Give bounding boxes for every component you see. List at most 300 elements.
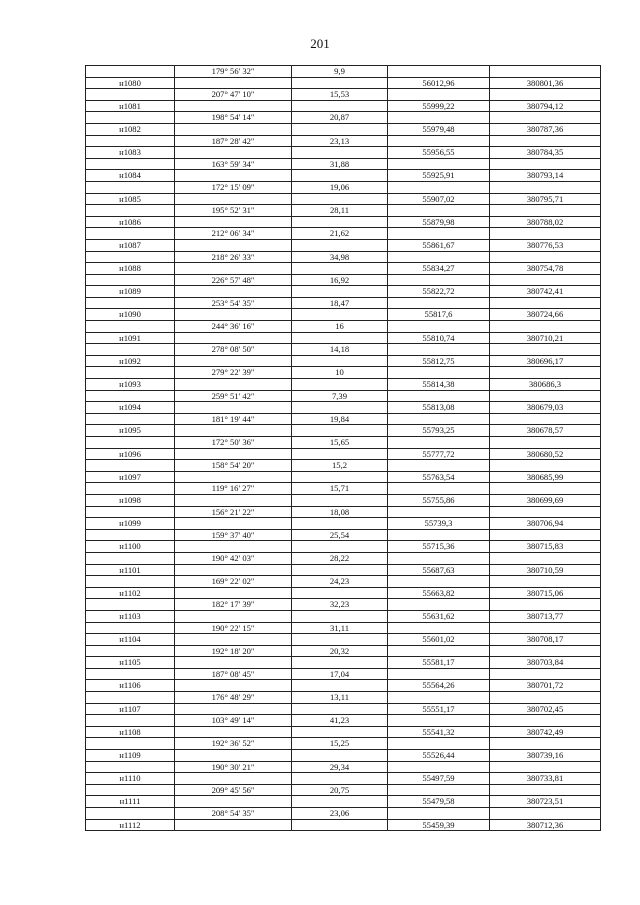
angle-cell: 209° 45' 56"	[175, 784, 292, 796]
y-coordinate-cell: 380703,84	[490, 657, 601, 669]
x-coordinate-cell	[388, 808, 490, 820]
coordinates-table	[85, 65, 601, 831]
y-coordinate-cell: 380679,03	[490, 402, 601, 414]
point-cell: н1091	[86, 332, 175, 344]
x-coordinate-cell: 55739,3	[388, 518, 490, 530]
table-row	[86, 541, 601, 553]
table-row	[86, 692, 601, 704]
distance-cell	[292, 819, 388, 831]
x-coordinate-cell	[388, 274, 490, 286]
table-row	[86, 297, 601, 309]
y-coordinate-cell: 380706,94	[490, 518, 601, 530]
distance-cell	[292, 448, 388, 460]
point-cell: н1097	[86, 471, 175, 483]
y-coordinate-cell	[490, 112, 601, 124]
table-row	[86, 425, 601, 437]
angle-cell	[175, 286, 292, 298]
distance-cell: 10	[292, 367, 388, 379]
point-cell: н1089	[86, 286, 175, 298]
distance-cell	[292, 216, 388, 228]
table-row	[86, 657, 601, 669]
distance-cell: 15,65	[292, 437, 388, 449]
x-coordinate-cell: 55601,02	[388, 634, 490, 646]
x-coordinate-cell	[388, 228, 490, 240]
x-coordinate-cell: 55814,38	[388, 379, 490, 391]
y-coordinate-cell	[490, 344, 601, 356]
point-cell	[86, 135, 175, 147]
angle-cell	[175, 703, 292, 715]
distance-cell: 20,87	[292, 112, 388, 124]
point-cell	[86, 413, 175, 425]
table-row	[86, 239, 601, 251]
distance-cell: 23,13	[292, 135, 388, 147]
x-coordinate-cell: 55631,62	[388, 610, 490, 622]
angle-cell: 226° 57' 48"	[175, 274, 292, 286]
x-coordinate-cell	[388, 66, 490, 78]
point-cell: н1098	[86, 494, 175, 506]
point-cell	[86, 367, 175, 379]
point-cell	[86, 576, 175, 588]
table-row	[86, 216, 601, 228]
y-coordinate-cell	[490, 460, 601, 472]
x-coordinate-cell: 55497,59	[388, 773, 490, 785]
angle-cell: 182° 17' 39"	[175, 599, 292, 611]
distance-cell	[292, 796, 388, 808]
angle-cell: 187° 08' 45"	[175, 668, 292, 680]
y-coordinate-cell	[490, 181, 601, 193]
distance-cell: 21,62	[292, 228, 388, 240]
angle-cell: 156° 21' 22"	[175, 506, 292, 518]
y-coordinate-cell: 380795,71	[490, 193, 601, 205]
distance-cell	[292, 680, 388, 692]
x-coordinate-cell	[388, 483, 490, 495]
x-coordinate-cell	[388, 506, 490, 518]
distance-cell: 13,11	[292, 692, 388, 704]
table-row	[86, 332, 601, 344]
table-row	[86, 773, 601, 785]
distance-cell: 9,9	[292, 66, 388, 78]
table-row	[86, 123, 601, 135]
distance-cell	[292, 471, 388, 483]
y-coordinate-cell	[490, 761, 601, 773]
table-row	[86, 263, 601, 275]
x-coordinate-cell: 55999,22	[388, 100, 490, 112]
angle-cell: 207° 47' 10"	[175, 89, 292, 101]
table-row	[86, 506, 601, 518]
table-row	[86, 181, 601, 193]
point-cell: н1095	[86, 425, 175, 437]
y-coordinate-cell: 380724,66	[490, 309, 601, 321]
point-cell: н1082	[86, 123, 175, 135]
x-coordinate-cell	[388, 181, 490, 193]
distance-cell: 31,11	[292, 622, 388, 634]
x-coordinate-cell	[388, 251, 490, 263]
x-coordinate-cell: 55812,75	[388, 355, 490, 367]
table-row	[86, 668, 601, 680]
point-cell	[86, 297, 175, 309]
y-coordinate-cell: 380793,14	[490, 170, 601, 182]
angle-cell: 172° 15' 09"	[175, 181, 292, 193]
point-cell	[86, 228, 175, 240]
angle-cell	[175, 587, 292, 599]
point-cell: н1084	[86, 170, 175, 182]
distance-cell	[292, 750, 388, 762]
x-coordinate-cell: 55861,67	[388, 239, 490, 251]
table-row	[86, 715, 601, 727]
angle-cell: 179° 56' 32"	[175, 66, 292, 78]
table-row	[86, 471, 601, 483]
angle-cell: 159° 37' 40"	[175, 529, 292, 541]
point-cell: н1102	[86, 587, 175, 599]
table-row	[86, 379, 601, 391]
angle-cell: 212° 06' 34"	[175, 228, 292, 240]
y-coordinate-cell: 380715,83	[490, 541, 601, 553]
table-row	[86, 552, 601, 564]
table-body	[86, 66, 601, 831]
angle-cell	[175, 147, 292, 159]
point-cell: н1112	[86, 819, 175, 831]
point-cell	[86, 390, 175, 402]
x-coordinate-cell: 55551,17	[388, 703, 490, 715]
x-coordinate-cell: 55956,55	[388, 147, 490, 159]
x-coordinate-cell	[388, 390, 490, 402]
table-row	[86, 112, 601, 124]
point-cell: н1109	[86, 750, 175, 762]
distance-cell	[292, 193, 388, 205]
x-coordinate-cell	[388, 344, 490, 356]
point-cell	[86, 668, 175, 680]
angle-cell	[175, 239, 292, 251]
y-coordinate-cell	[490, 66, 601, 78]
distance-cell: 41,23	[292, 715, 388, 727]
point-cell: н1107	[86, 703, 175, 715]
point-cell: н1083	[86, 147, 175, 159]
table-row	[86, 761, 601, 773]
table-row	[86, 344, 601, 356]
y-coordinate-cell	[490, 89, 601, 101]
distance-cell: 23,06	[292, 808, 388, 820]
point-cell: н1085	[86, 193, 175, 205]
angle-cell: 187° 28' 42"	[175, 135, 292, 147]
y-coordinate-cell: 380787,36	[490, 123, 601, 135]
angle-cell	[175, 100, 292, 112]
distance-cell	[292, 170, 388, 182]
y-coordinate-cell: 380680,52	[490, 448, 601, 460]
angle-cell: 253° 54' 35"	[175, 297, 292, 309]
angle-cell: 176° 48' 29"	[175, 692, 292, 704]
x-coordinate-cell: 55793,25	[388, 425, 490, 437]
distance-cell	[292, 263, 388, 275]
y-coordinate-cell: 380742,41	[490, 286, 601, 298]
x-coordinate-cell: 55687,63	[388, 564, 490, 576]
angle-cell: 190° 22' 15"	[175, 622, 292, 634]
x-coordinate-cell: 55879,98	[388, 216, 490, 228]
y-coordinate-cell: 380702,45	[490, 703, 601, 715]
angle-cell	[175, 680, 292, 692]
distance-cell	[292, 147, 388, 159]
x-coordinate-cell: 55541,32	[388, 726, 490, 738]
angle-cell	[175, 379, 292, 391]
table-row	[86, 77, 601, 89]
x-coordinate-cell	[388, 552, 490, 564]
angle-cell: 103° 49' 14"	[175, 715, 292, 727]
y-coordinate-cell	[490, 321, 601, 333]
angle-cell	[175, 819, 292, 831]
y-coordinate-cell	[490, 784, 601, 796]
x-coordinate-cell	[388, 738, 490, 750]
angle-cell	[175, 425, 292, 437]
table-row	[86, 564, 601, 576]
table-row	[86, 634, 601, 646]
point-cell	[86, 321, 175, 333]
x-coordinate-cell	[388, 529, 490, 541]
y-coordinate-cell	[490, 668, 601, 680]
angle-cell	[175, 494, 292, 506]
point-cell: н1080	[86, 77, 175, 89]
distance-cell	[292, 77, 388, 89]
point-cell	[86, 529, 175, 541]
table-row	[86, 286, 601, 298]
point-cell: н1110	[86, 773, 175, 785]
point-cell: н1081	[86, 100, 175, 112]
angle-cell	[175, 170, 292, 182]
table-row	[86, 622, 601, 634]
y-coordinate-cell: 380685,99	[490, 471, 601, 483]
point-cell: н1087	[86, 239, 175, 251]
y-coordinate-cell	[490, 506, 601, 518]
table-row	[86, 402, 601, 414]
angle-cell: 158° 54' 20"	[175, 460, 292, 472]
angle-cell: 190° 30' 21"	[175, 761, 292, 773]
distance-cell	[292, 610, 388, 622]
table-row	[86, 193, 601, 205]
x-coordinate-cell: 55817,6	[388, 309, 490, 321]
table-row	[86, 645, 601, 657]
y-coordinate-cell: 380733,81	[490, 773, 601, 785]
x-coordinate-cell	[388, 367, 490, 379]
distance-cell	[292, 239, 388, 251]
point-cell	[86, 692, 175, 704]
table-row	[86, 135, 601, 147]
angle-cell: 195° 52' 31"	[175, 205, 292, 217]
y-coordinate-cell	[490, 297, 601, 309]
point-cell	[86, 112, 175, 124]
distance-cell: 15,71	[292, 483, 388, 495]
x-coordinate-cell: 55822,72	[388, 286, 490, 298]
point-cell	[86, 274, 175, 286]
x-coordinate-cell	[388, 668, 490, 680]
y-coordinate-cell: 380710,21	[490, 332, 601, 344]
distance-cell: 7,39	[292, 390, 388, 402]
y-coordinate-cell	[490, 483, 601, 495]
y-coordinate-cell: 380678,57	[490, 425, 601, 437]
point-cell	[86, 808, 175, 820]
x-coordinate-cell: 55777,72	[388, 448, 490, 460]
y-coordinate-cell	[490, 205, 601, 217]
table-row	[86, 205, 601, 217]
distance-cell: 16,92	[292, 274, 388, 286]
point-cell	[86, 622, 175, 634]
x-coordinate-cell	[388, 413, 490, 425]
point-cell	[86, 437, 175, 449]
x-coordinate-cell	[388, 205, 490, 217]
point-cell: н1103	[86, 610, 175, 622]
distance-cell	[292, 402, 388, 414]
point-cell	[86, 645, 175, 657]
angle-cell	[175, 193, 292, 205]
point-cell	[86, 89, 175, 101]
distance-cell	[292, 634, 388, 646]
point-cell: н1105	[86, 657, 175, 669]
y-coordinate-cell: 380723,51	[490, 796, 601, 808]
point-cell	[86, 761, 175, 773]
point-cell: н1108	[86, 726, 175, 738]
distance-cell: 17,04	[292, 668, 388, 680]
distance-cell	[292, 355, 388, 367]
y-coordinate-cell	[490, 390, 601, 402]
x-coordinate-cell: 55663,82	[388, 587, 490, 599]
angle-cell	[175, 750, 292, 762]
x-coordinate-cell	[388, 715, 490, 727]
table-row	[86, 309, 601, 321]
angle-cell	[175, 518, 292, 530]
angle-cell: 192° 18' 20"	[175, 645, 292, 657]
y-coordinate-cell	[490, 228, 601, 240]
y-coordinate-cell: 380794,12	[490, 100, 601, 112]
angle-cell: 181° 19' 44"	[175, 413, 292, 425]
table-row	[86, 796, 601, 808]
distance-cell: 29,34	[292, 761, 388, 773]
table-row	[86, 228, 601, 240]
x-coordinate-cell	[388, 297, 490, 309]
x-coordinate-cell: 55763,54	[388, 471, 490, 483]
point-cell	[86, 251, 175, 263]
y-coordinate-cell: 380696,17	[490, 355, 601, 367]
angle-cell: 172° 50' 36"	[175, 437, 292, 449]
table-row	[86, 147, 601, 159]
y-coordinate-cell	[490, 808, 601, 820]
distance-cell: 34,98	[292, 251, 388, 263]
table-row	[86, 460, 601, 472]
y-coordinate-cell	[490, 367, 601, 379]
point-cell	[86, 205, 175, 217]
point-cell	[86, 715, 175, 727]
x-coordinate-cell	[388, 622, 490, 634]
point-cell: н1100	[86, 541, 175, 553]
table-row	[86, 750, 601, 762]
x-coordinate-cell	[388, 645, 490, 657]
distance-cell: 16	[292, 321, 388, 333]
y-coordinate-cell: 380708,17	[490, 634, 601, 646]
point-cell: н1092	[86, 355, 175, 367]
y-coordinate-cell	[490, 274, 601, 286]
table-row	[86, 170, 601, 182]
y-coordinate-cell: 380712,36	[490, 819, 601, 831]
point-cell: н1111	[86, 796, 175, 808]
y-coordinate-cell	[490, 529, 601, 541]
y-coordinate-cell	[490, 437, 601, 449]
y-coordinate-cell: 380699,69	[490, 494, 601, 506]
distance-cell: 28,11	[292, 205, 388, 217]
distance-cell	[292, 100, 388, 112]
y-coordinate-cell	[490, 251, 601, 263]
angle-cell: 279° 22' 39"	[175, 367, 292, 379]
table-row	[86, 494, 601, 506]
distance-cell: 31,88	[292, 158, 388, 170]
table-row	[86, 483, 601, 495]
table-row	[86, 518, 601, 530]
distance-cell	[292, 773, 388, 785]
angle-cell: 192° 36' 52"	[175, 738, 292, 750]
y-coordinate-cell: 380686,3	[490, 379, 601, 391]
table-row	[86, 355, 601, 367]
angle-cell	[175, 402, 292, 414]
point-cell	[86, 738, 175, 750]
distance-cell	[292, 587, 388, 599]
angle-cell	[175, 309, 292, 321]
point-cell	[86, 599, 175, 611]
angle-cell: 169° 22' 02"	[175, 576, 292, 588]
x-coordinate-cell	[388, 321, 490, 333]
distance-cell	[292, 518, 388, 530]
x-coordinate-cell: 55459,39	[388, 819, 490, 831]
x-coordinate-cell	[388, 761, 490, 773]
angle-cell	[175, 564, 292, 576]
y-coordinate-cell: 380788,02	[490, 216, 601, 228]
table-row	[86, 66, 601, 78]
y-coordinate-cell	[490, 692, 601, 704]
y-coordinate-cell	[490, 413, 601, 425]
y-coordinate-cell: 380801,36	[490, 77, 601, 89]
distance-cell: 19,84	[292, 413, 388, 425]
table-row	[86, 158, 601, 170]
angle-cell: 198° 54' 14"	[175, 112, 292, 124]
point-cell: н1101	[86, 564, 175, 576]
x-coordinate-cell	[388, 158, 490, 170]
table-row	[86, 819, 601, 831]
x-coordinate-cell	[388, 112, 490, 124]
distance-cell: 15,53	[292, 89, 388, 101]
distance-cell	[292, 564, 388, 576]
y-coordinate-cell: 380710,59	[490, 564, 601, 576]
point-cell	[86, 483, 175, 495]
distance-cell: 15,25	[292, 738, 388, 750]
distance-cell	[292, 541, 388, 553]
point-cell	[86, 344, 175, 356]
table-row	[86, 784, 601, 796]
angle-cell: 208° 54' 35"	[175, 808, 292, 820]
table-row	[86, 367, 601, 379]
x-coordinate-cell	[388, 89, 490, 101]
angle-cell	[175, 796, 292, 808]
point-cell: н1099	[86, 518, 175, 530]
angle-cell: 244° 36' 16"	[175, 321, 292, 333]
x-coordinate-cell	[388, 784, 490, 796]
angle-cell	[175, 77, 292, 89]
distance-cell	[292, 332, 388, 344]
point-cell	[86, 784, 175, 796]
distance-cell	[292, 494, 388, 506]
table-row	[86, 413, 601, 425]
distance-cell: 19,06	[292, 181, 388, 193]
angle-cell: 190° 42' 03"	[175, 552, 292, 564]
x-coordinate-cell	[388, 460, 490, 472]
x-coordinate-cell: 55979,48	[388, 123, 490, 135]
table-row	[86, 680, 601, 692]
table-row	[86, 529, 601, 541]
point-cell	[86, 552, 175, 564]
y-coordinate-cell: 380754,78	[490, 263, 601, 275]
